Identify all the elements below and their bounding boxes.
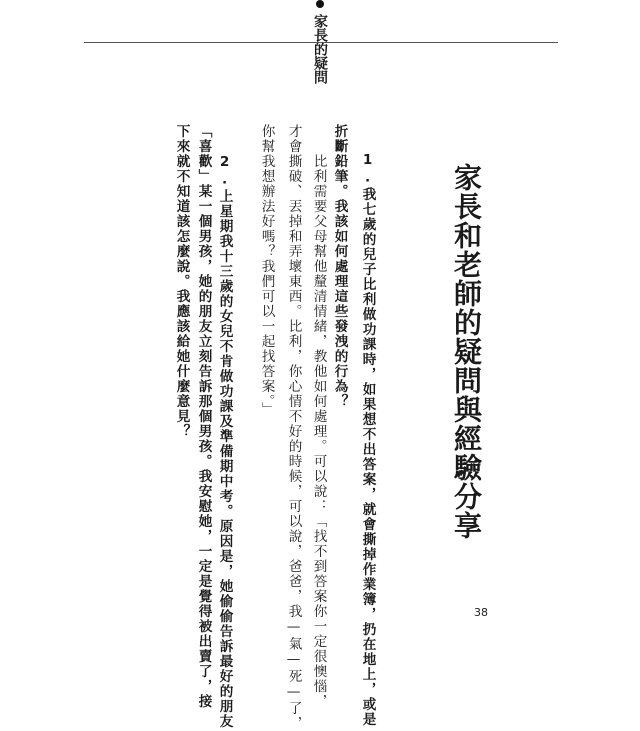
question-1-line-1: 1.我七歲的兒子比利做功課時，如果想不出答案，就會撕掉作業簿，扔在地上，或是 — [359, 152, 376, 727]
answer-1-line-1: 比利需要父母幫他釐清情緒，教他如何處理。可以說：「找不到答案你一定很懊惱， — [310, 154, 327, 709]
header-rule — [84, 42, 558, 43]
answer-1-line-3: 你幫我想辦法好嗎？我們可以一起找答案。」 — [258, 124, 275, 418]
question-2-line-2: 「喜歡」某一個男孩，她的朋友立刻告訴那個男孩。我安慰她，一定是覺得被出賣了，接 — [195, 124, 212, 709]
question-1-line-2: 折斷鉛筆。我該如何處理這些發洩的行為？ — [331, 124, 348, 409]
question-2-line-1: 2.上星期我十三歲的女兒不肯做功課及準備期中考。原因是，她偷偷告訴最好的朋友 — [216, 154, 233, 729]
bullet-icon — [316, 0, 324, 8]
answer-1-line-2: 才會撕破、丟掉和弄壞東西。比利，你心情不好的時候，可以說，爸爸，我—氣—死—了， — [285, 124, 302, 731]
question-2-line-3: 下來就不知道該怎麼說。我應該給她什麼意見？ — [173, 124, 190, 439]
section-label: 家長的疑問 — [312, 14, 328, 84]
page-number: 38 — [474, 606, 488, 619]
chapter-title: 家長和老師的疑問與經驗分享 — [450, 163, 483, 540]
